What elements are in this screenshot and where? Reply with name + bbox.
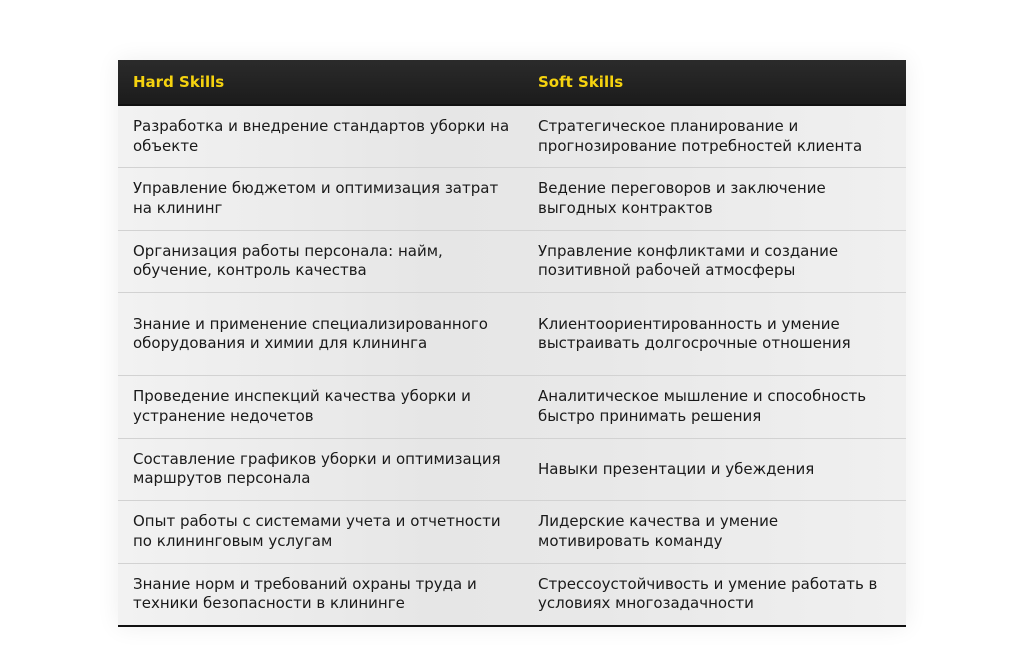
skills-table-container [118, 60, 906, 627]
hard-skill-cell: Составление графиков уборки и оптимизация маршрутов персонала [118, 438, 523, 501]
table-header [118, 60, 906, 105]
header-row [118, 60, 906, 105]
header-soft-skills: Soft Skills [523, 60, 906, 105]
soft-skill-cell: Навыки презентации и убеждения [523, 438, 906, 501]
table-row [118, 105, 906, 168]
soft-skill-cell: Стратегическое планирование и прогнозирование потребностей клиента [523, 105, 906, 168]
hard-skill-cell: Знание и применение специализированного оборудования и химии для клининга [118, 293, 523, 376]
soft-skill-cell: Стрессоустойчивость и умение работать в условиях многозадачности [523, 563, 906, 626]
soft-skill-cell: Аналитическое мышление и способность быстро принимать решения [523, 376, 906, 439]
soft-skill-cell: Лидерские качества и умение мотивировать команду [523, 501, 906, 564]
table-row [118, 230, 906, 293]
table-row [118, 293, 906, 376]
table-row [118, 168, 906, 231]
soft-skill-cell: Клиентоориентированность и умение выстраивать долгосрочные отношения [523, 293, 906, 376]
hard-skill-cell: Организация работы персонала: найм, обучение, контроль качества [118, 230, 523, 293]
hard-skill-cell: Опыт работы с системами учета и отчетности по клининговым услугам [118, 501, 523, 564]
table-row [118, 501, 906, 564]
soft-skill-cell: Ведение переговоров и заключение выгодных контрактов [523, 168, 906, 231]
hard-skill-cell: Знание норм и требований охраны труда и техники безопасности в клининге [118, 563, 523, 626]
table-body [118, 105, 906, 626]
table-row [118, 563, 906, 626]
soft-skill-cell: Управление конфликтами и создание позитивной рабочей атмосферы [523, 230, 906, 293]
table-row [118, 376, 906, 439]
skills-table [118, 60, 906, 627]
header-hard-skills: Hard Skills [118, 60, 523, 105]
hard-skill-cell: Проведение инспекций качества уборки и устранение недочетов [118, 376, 523, 439]
hard-skill-cell: Управление бюджетом и оптимизация затрат на клининг [118, 168, 523, 231]
table-row [118, 438, 906, 501]
hard-skill-cell: Разработка и внедрение стандартов уборки на объекте [118, 105, 523, 168]
